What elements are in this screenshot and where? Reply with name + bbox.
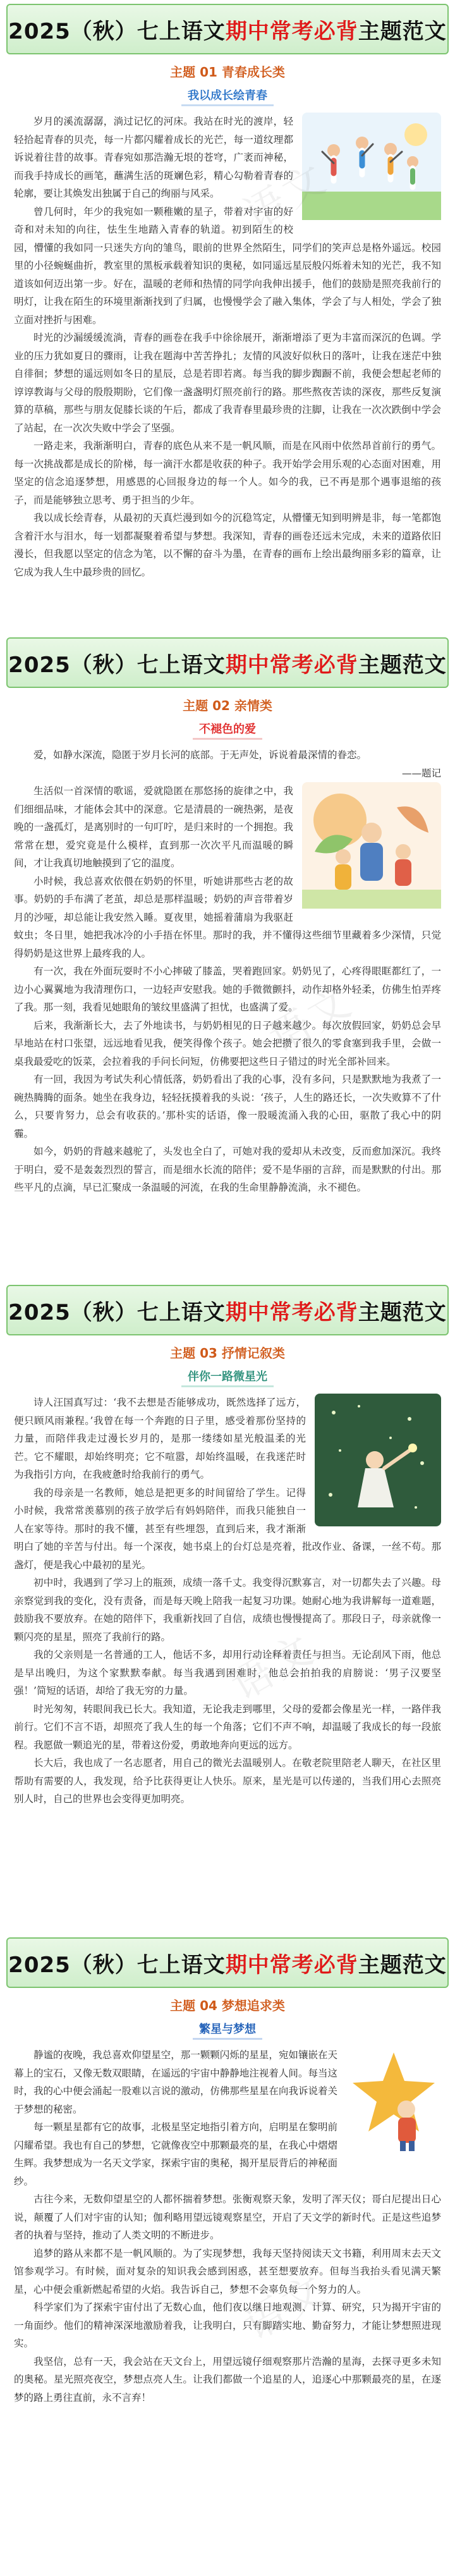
essay-paragraph: 我以成长绘青春，从最初的天真烂漫到如今的沉稳笃定，从懵懂无知到明辨是非，每一笔都饱含着汗水与泪水，每一划都凝聚着希望与梦想。我深知，青春的画卷还远未完成，未来的道路依旧漫长，但我愿以坚定的信念为笔，以不懈的奋斗为墨，在青春的画布上绘出最绚丽多彩的篇章，让它成为我人生中最珍贵的回忆。 [14,512,441,578]
header-title-part1: 2025（秋）七上语文 [8,18,226,44]
essay-title: 繁星与梦想 [193,2019,262,2040]
header-title-part1: 2025（秋）七上语文 [8,1952,226,1978]
essay-topic: 主题 01 青春成长类 [170,64,285,80]
essay-body [0,2046,455,2407]
essay-paragraph: 静谧的夜晚，我总喜欢仰望星空，那一颗颗闪烁的星星，宛如镶嵌在天幕上的宝石，又像无数双眼睛，在遥远的宇宙中静静地注视着人间。每当这时，我的心中便会涌起一股难以言说的激动，仿佛那些星星在向我诉说着关于梦想的秘密。 [14,2049,337,2115]
essay-paragraph: 每一颗星星都有它的故事，北极星坚定地指引着方向，启明星在黎明前闪耀希望。我也有自己的梦想，它就像夜空中那颗最亮的星，在我心中熠熠生辉。我梦想成为一名天文学家，探索宇宙的奥秘，揭开星辰背后的神秘面纱。 [14,2121,337,2187]
family-illustration [302,782,441,909]
star-boy-illustration [346,2046,441,2154]
header-title-part3: 主题范文 [358,652,447,678]
epigraph-signature: ——题记 [401,767,441,779]
essay-topic: 主题 03 抒情记叙类 [170,1346,285,1361]
essay-topic: 主题 02 亲情类 [183,698,272,713]
kids-jumping-illustration [302,113,441,220]
starlight-girl-illustration [315,1394,441,1526]
header-title-part1: 2025（秋）七上语文 [8,652,226,678]
essay-paragraph: 如今，奶奶的背越来越驼了，头发也全白了，可她对我的爱却从未改变，反而愈加深沉。我终于明白，爱不是轰轰烈烈的誓言，而是细水长流的陪伴；爱不是华丽的言辞，而是默默的付出。那些平凡的点滴，早已汇聚成一条温暖的河流，在我的生命里静静流淌，永不褪色。 [14,1146,441,1193]
header-title-highlight: 期中常考必背 [225,18,358,44]
header-banner [6,1285,449,1335]
essay-paragraph: 小时候，我总喜欢依偎在奶奶的怀里，听她讲那些古老的故事。奶奶的手布满了老茧，却总是那样温暖；奶奶的声音带着岁月的沙哑，却总能让我安然入睡。夏夜里，她摇着蒲扇为我驱赶蚊虫；冬日里，她把我冰冷的小手捂在怀里。那时的我，并不懂得这些细节里藏着多少深情，只觉得奶奶是这世界上最疼我的人。 [14,875,441,959]
header-title-part1: 2025（秋）七上语文 [8,1299,226,1325]
essay-paragraph: 有一次，我在外面玩耍时不小心摔破了膝盖，哭着跑回家。奶奶见了，心疼得眼眶都红了，一边小心翼翼地为我清理伤口，一边轻声安慰我。她的手微微颤抖，动作却格外轻柔，仿佛生怕弄疼了我。那一刻，我看见她眼角的皱纹里盛满了担忧，也盛满了爱。 [14,966,441,1013]
essay-paragraph: 岁月的溪流潺潺，淌过记忆的河床。我站在时光的渡岸，轻轻拾起青春的贝壳，每一片都闪耀着成长的光芒，每一道纹理都诉说着往昔的故事。青春宛如那浩瀚无垠的苍穹，广袤而神秘，而我手持成长的画笔，蘸满生活的斑斓色彩，精心勾勒着青春的轮廓，要让其焕发出独属于自己的绚丽与风采。 [14,116,293,199]
header-title-highlight: 期中常考必背 [225,1299,358,1325]
epigraph: 爱，如静水深流，隐匿于岁月长河的底部。于无声处，诉说着最深情的眷恋。 [33,749,367,761]
essay-paragraph: 长大后，我也成了一名志愿者，用自己的微光去温暖别人。在敬老院里陪老人聊天，在社区里帮助有需要的人，我发现，给予比获得更让人快乐。原来，星光是可以传递的，当我们用心去照亮别人时，自己的世界也会变得更加明亮。 [14,1757,441,1805]
essay-paragraph: 曾几何时，年少的我宛如一颗稚嫩的星子，带着对宇宙的好奇和对未知的向往，怯生生地踏入青春的轨道。初到陌生的校园，懵懂的我如同一只迷失方向的雏鸟，眼前的世界全然陌生，同学们的笑声总是格外遥远。校园里的小径蜿蜒曲折，教室里的黑板承载着知识的奥秘，如同遥远星辰般闪烁着未知的光芒，我不知道该如何迈出第一步。好在，温暖的老师和热情的同学向我伸出援手，他们的鼓励是照亮我前行的明灯，让我在陌生的环境里渐渐找到了归属，也慢慢学会了融入集体，学会了与人相处，学会了独立面对挫折与困难。 [14,205,441,326]
essay-body [0,1394,455,1808]
watermark: 语文 [223,1625,324,1710]
essay-title: 伴你一路微星光 [181,1366,274,1387]
essay-section-1 [0,0,455,620]
essay-paragraph: 诗人汪国真写过：‘我不去想是否能够成功，既然选择了远方，便只顾风雨兼程。’我曾在每一个奔跑的日子里，感受着那份坚持的力量，而陪伴我走过漫长岁月的，是那一缕缕如星光般温柔的光芒。它不耀眼，却始终明亮；它不喧嚣，却始终温暖，在我迷茫时为我指引方向，在我疲惫时给我前行的勇气。 [14,1397,306,1480]
essay-paragraph: 有一回，我因为考试失利心情低落，奶奶看出了我的心事，没有多问，只是默默地为我煮了一碗热腾腾的面条。她坐在我身边，轻轻抚摸着我的头说：‘孩子，人生的路还长，一次失败算不了什么，只要肯努力，总会有收获的。’那朴实的话语，像一股暖流涌入我的心田，驱散了我心中的阴霾。 [14,1074,441,1139]
header-banner [6,637,449,688]
header-title-highlight: 期中常考必背 [225,652,358,678]
essay-topic: 主题 04 梦想追求类 [170,1998,285,2013]
header-title-highlight: 期中常考必背 [225,1952,358,1978]
essay-paragraph: 一路走来，我渐渐明白，青春的底色从来不是一帆风顺，而是在风雨中依然昂首前行的勇气。每一次挑战都是成长的阶梯，每一滴汗水都是收获的种子。我开始学会用乐观的心态面对困难，用坚定的信念追逐梦想，用感恩的心回报身边的每一个人。如今的我，已不再是那个遇事退缩的孩子，而是能够独立思考、勇于担当的少年。 [14,440,441,506]
header-title-part3: 主题范文 [358,1952,447,1978]
essay-paragraph: 我坚信，总有一天，我会站在天文台上，用望远镜仔细观察那片浩瀚的星海，去探寻更多未知的奥秘。星光照亮夜空，梦想点亮人生。让我们都做一个追星的人，追逐心中那颗最亮的星，在逐梦的路上勇往直前，永不言弃！ [14,2355,441,2403]
essay-paragraph: 古往今来，无数仰望星空的人都怀揣着梦想。张衡观察天象，发明了浑天仪；哥白尼提出日心说，颠覆了人们对宇宙的认知；伽利略用望远镜观察星空，开启了天文学的新时代。正是这些追梦者的执着与坚持，推动了人类文明的不断进步。 [14,2193,441,2241]
essay-section-4 [0,1934,455,2576]
essay-paragraph: 时光的沙漏缓缓流淌，青春的画卷在我手中徐徐展开，渐渐增添了更为丰富而深沉的色调。学业的压力犹如夏日的骤雨，让我在题海中苦苦挣扎；友情的风波好似秋日的落叶，让我在迷茫中独自徘徊；梦想的遥远则如冬日的星辰，总是若即若离。每当我的脚步踟蹰不前，我便会想起老师的谆谆教诲与父母的殷殷期盼，它们像一盏盏明灯照亮前行的路。那些熬夜苦读的深夜，那些反复演算的草稿，那些与朋友促膝长谈的午后，都成了我青春里最珍贵的注脚，让我在一次次跌倒中学会了站起，在一次次失败中学会了坚强。 [14,332,441,434]
essay-paragraph: 追梦的路从来都不是一帆风顺的。为了实现梦想，我每天坚持阅读天文书籍，利用周末去天文馆参观学习。有时候，面对复杂的知识我会感到困惑，甚至想要放弃。但每当我抬头看见满天繁星，心中便会重新燃起希望的火焰。我告诉自己，梦想不会辜负每一个努力的人。 [14,2247,441,2295]
header-title-part3: 主题范文 [358,18,447,44]
essay-title: 不褪色的爱 [193,719,262,740]
header-banner [6,1937,449,1988]
header-banner [6,4,449,54]
essay-paragraph: 科学家们为了探索宇宙付出了无数心血，他们夜以继日地观测、计算、研究，只为揭开宇宙的一角面纱。他们的精神深深地激励着我，让我明白，只有脚踏实地、勤奋努力，才能让梦想照进现实。 [14,2302,441,2349]
essay-section-2 [0,634,455,1267]
essay-title: 我以成长绘青春 [181,85,274,106]
essay-section-3 [0,1281,455,1920]
watermark: 语文 [261,978,362,1063]
essay-paragraph: 生活似一首深情的歌谣，爱就隐匿在那悠扬的旋律之中，我们细细品味，才能体会其中的深意。它是清晨的一碗热粥，是夜晚的一盏孤灯，是离别时的一句叮咛，是归来时的一个拥抱。我常常在想，爱究竟是什么模样，直到那一次次平凡而温暖的瞬间，才让我真切地触摸到了它的温度。 [14,785,293,869]
essay-paragraph: 我的父亲则是一名普通的工人，他话不多，却用行动诠释着责任与担当。无论刮风下雨，他总是早出晚归，为这个家默默奉献。每当我遇到困难时，他总会拍拍我的肩膀说：‘男子汉要坚强！’简短的话语，却给了我无穷的力量。 [14,1649,441,1696]
essay-body [0,113,455,581]
essay-paragraph: 我的母亲是一名教师，她总是把更多的时间留给了学生。记得小时候，我常常羡慕别的孩子放学后有妈妈陪伴，而我只能独自一人在家等待。那时的我不懂，甚至有些埋怨，直到后来，我才渐渐明白了她的辛苦与付出。每一个深夜，她书桌上的台灯总是亮着，批改作业、备课，一丝不苟。那盏灯，便是我心中最初的星光。 [14,1487,441,1571]
watermark: 语文 [236,2265,337,2350]
essay-paragraph: 时光匆匆，转眼间我已长大。我知道，无论我走到哪里，父母的爱都会像星光一样，一路伴我前行。它们不言不语，却照亮了我人生的每一个角落；它们不声不响，却温暖了我成长的每一段旅程。我愿做一颗追光的星，带着这份爱，勇敢地奔向更远的远方。 [14,1703,441,1751]
essay-body [0,746,455,1197]
header-title-part3: 主题范文 [358,1299,447,1325]
essay-paragraph: 初中时，我遇到了学习上的瓶颈，成绩一落千丈。我变得沉默寡言，对一切都失去了兴趣。母亲察觉到我的变化，没有责备，而是每天晚上陪我一起复习功课。她耐心地为我讲解每一道难题，鼓励我不要放弃。在她的陪伴下，我重新找回了自信，成绩也慢慢提高了。那段日子，母亲就像一颗闪亮的星星，照亮了我前行的路。 [14,1577,441,1643]
essay-paragraph: 后来，我渐渐长大，去了外地读书，与奶奶相见的日子越来越少。每次放假回家，奶奶总会早早地站在村口张望，远远地看见我，便笑得像个孩子。她会把攒了很久的零食塞到我手里，会做一桌我最爱吃的饭菜，会拉着我的手问长问短，仿佛要把这些日子错过的时光全部补回来。 [14,1019,441,1067]
watermark: 语文 [236,154,337,240]
